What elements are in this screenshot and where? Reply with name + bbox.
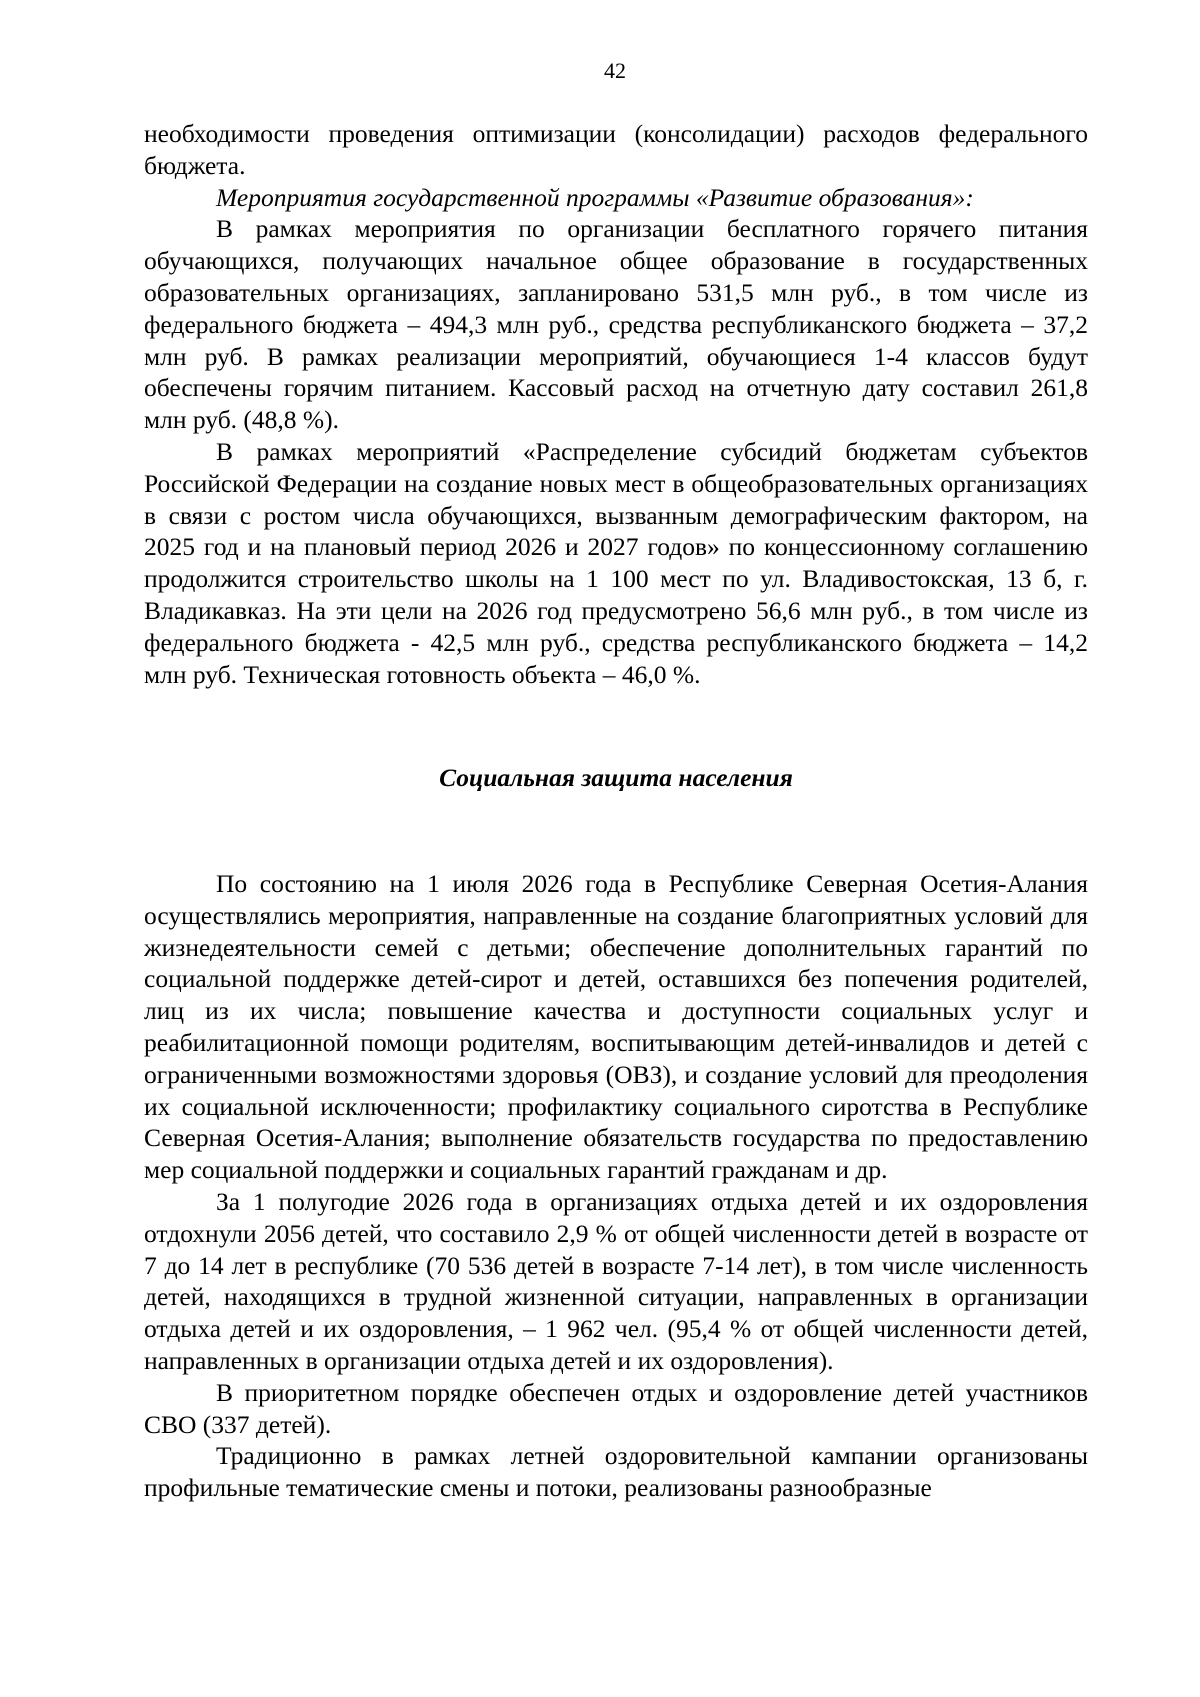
paragraph-svo-children: В приоритетном порядке обеспечен отдых и оздоровление детей участников СВО (337 детей). (144, 1377, 1088, 1439)
program-subheading: Мероприятия государственной программы «Развитие образования»: (216, 182, 974, 212)
paragraph-school-construction: В рамках мероприятий «Распределение субсидий бюджетам субъектов Российской Федерации на создание новых мест в общеобразовательных организациях в связи с ростом числа обучающихся, вызванным демографическим фактором, на 2025 год и на плановый период 2026 и 2027 годов» по концессионному соглашению продолжится строительство школы на 1 100 мест по ул. Владивостокская, 13 б, г. Владикавказ. На эти цели на 2026 год предусмотрено 56,6 млн руб., в том числе из федерального бюджета - 42,5 млн руб., средства республиканского бюджета – 14,2 млн руб. Техническая готовность объекта – 46,0 %. (144, 436, 1088, 689)
social-protection-section (144, 868, 1088, 1504)
paragraph-hot-meals: В рамках мероприятия по организации бесплатного горячего питания обучающихся, получающих начальное общее образование в государственных образовательных организациях, запланировано 531,5 млн руб., в том числе из федерального бюджета – 494,3 млн руб., средства республиканского бюджета – 37,2 млн руб. В рамках реализации мероприятий, обучающиеся 1-4 классов будут обеспечены горячим питанием. Кассовый расход на отчетную дату составил 261,8 млн руб. (48,8 %). (144, 214, 1088, 435)
paragraph-children-recreation: За 1 полугодие 2026 года в организациях отдыха детей и их оздоровления отдохнули 2056 детей, что составило 2,9 % от общей численности детей в возрасте от 7 до 14 лет в республике (70 536 детей в возрасте 7-14 лет), в том числе численность детей, находящихся в трудной жизненной ситуации, направленных в организации отдыха детей и их оздоровления, – 1 962 чел. (95,4 % от общей численности детей, направленных в организации отдыха детей и их оздоровления). (144, 1186, 1088, 1375)
education-section (144, 118, 1088, 690)
paragraph-continuation: необходимости проведения оптимизации (консолидации) расходов федерального бюджета. (144, 119, 1088, 180)
paragraph-summer-campaign: Традиционно в рамках летней оздоровительной кампании организованы профильные тематические смены и потоки, реализованы разнообразные (144, 1441, 1088, 1503)
paragraph-social-measures: По состоянию на 1 июля 2026 года в Республике Северная Осетия-Алания осуществлялись мероприятия, направленные на создание благоприятных условий для жизнедеятельности семей с детьми; обеспечение дополнительных гарантий по социальной поддержке детей-сирот и детей, оставшихся без попечения родителей, лиц из их числа; повышение качества и доступности социальных услуг и реабилитационной помощи родителям, воспитывающим детей-инвалидов и детей с ограниченными возможностями здоровья (ОВЗ), и создание условий для преодоления их социальной исключенности; профилактику социального сиротства в Республике Северная Осетия-Алания; выполнение обязательств государства по предоставлению мер социальной поддержки и социальных гарантий гражданам и др. (144, 869, 1088, 1185)
section-heading: Социальная защита населения (439, 763, 793, 792)
page-number: 42 (604, 58, 626, 83)
